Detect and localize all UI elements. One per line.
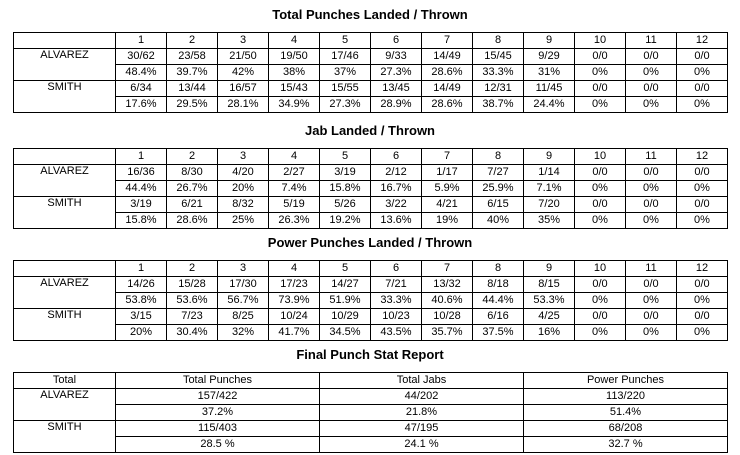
- landed-thrown-cell: 14/49: [422, 81, 473, 97]
- round-header-cell: 2: [167, 149, 218, 165]
- landed-thrown-cell: 0/0: [677, 81, 728, 97]
- percentage-cell: 20%: [218, 181, 269, 197]
- landed-thrown-cell: 1/14: [524, 165, 575, 181]
- percentage-cell: 19%: [422, 213, 473, 229]
- percentage-cell: 31%: [524, 65, 575, 81]
- table-row: [14, 97, 728, 113]
- landed-thrown-cell: 7/21: [371, 277, 422, 293]
- header-row: [14, 149, 728, 165]
- final-header-cell: Power Punches: [524, 373, 728, 389]
- percentage-cell: 0%: [677, 213, 728, 229]
- header-row: [14, 33, 728, 49]
- percentage-cell: 15.8%: [116, 213, 167, 229]
- round-header-cell: 10: [575, 149, 626, 165]
- percentage-cell: 13.6%: [371, 213, 422, 229]
- percentage-cell: 34.9%: [269, 97, 320, 113]
- landed-thrown-cell: 3/19: [116, 197, 167, 213]
- percentage-cell: 38%: [269, 65, 320, 81]
- landed-thrown-cell: 5/19: [269, 197, 320, 213]
- round-table-total-punches: [13, 32, 728, 113]
- round-header-cell: 2: [167, 33, 218, 49]
- round-header-cell: 5: [320, 261, 371, 277]
- corner-cell: [14, 33, 116, 49]
- landed-thrown-cell: 8/15: [524, 277, 575, 293]
- landed-thrown-cell: 115/403: [116, 421, 320, 437]
- landed-thrown-cell: 44/202: [320, 389, 524, 405]
- fighter-name-cell: SMITH: [14, 421, 116, 453]
- percentage-cell: 16.7%: [371, 181, 422, 197]
- round-header-cell: 8: [473, 149, 524, 165]
- percentage-cell: 51.4%: [524, 405, 728, 421]
- landed-thrown-cell: 13/32: [422, 277, 473, 293]
- percentage-cell: 44.4%: [473, 293, 524, 309]
- landed-thrown-cell: 68/208: [524, 421, 728, 437]
- landed-thrown-cell: 0/0: [626, 49, 677, 65]
- corner-cell: [14, 149, 116, 165]
- landed-thrown-cell: 0/0: [626, 81, 677, 97]
- landed-thrown-cell: 9/29: [524, 49, 575, 65]
- percentage-cell: 27.3%: [320, 97, 371, 113]
- percentage-cell: 51.9%: [320, 293, 371, 309]
- table-row: [14, 309, 728, 325]
- percentage-cell: 0%: [626, 213, 677, 229]
- percentage-cell: 34.5%: [320, 325, 371, 341]
- table-row: [14, 197, 728, 213]
- percentage-cell: 0%: [626, 325, 677, 341]
- landed-thrown-cell: 14/26: [116, 277, 167, 293]
- percentage-cell: 0%: [626, 65, 677, 81]
- landed-thrown-cell: 8/18: [473, 277, 524, 293]
- percentage-cell: 0%: [626, 293, 677, 309]
- landed-thrown-cell: 0/0: [677, 277, 728, 293]
- landed-thrown-cell: 15/28: [167, 277, 218, 293]
- landed-thrown-cell: 0/0: [626, 197, 677, 213]
- landed-thrown-cell: 19/50: [269, 49, 320, 65]
- table-row: [14, 421, 728, 437]
- percentage-cell: 0%: [626, 97, 677, 113]
- landed-thrown-cell: 6/21: [167, 197, 218, 213]
- percentage-cell: 56.7%: [218, 293, 269, 309]
- round-header-cell: 12: [677, 33, 728, 49]
- percentage-cell: 35%: [524, 213, 575, 229]
- landed-thrown-cell: 0/0: [626, 165, 677, 181]
- percentage-cell: 28.6%: [422, 65, 473, 81]
- landed-thrown-cell: 2/27: [269, 165, 320, 181]
- percentage-cell: 0%: [677, 293, 728, 309]
- round-table-jabs: [13, 148, 728, 229]
- percentage-cell: 0%: [575, 293, 626, 309]
- landed-thrown-cell: 0/0: [575, 49, 626, 65]
- fighter-name-cell: ALVAREZ: [14, 277, 116, 309]
- table-title-power-punches: Power Punches Landed / Thrown: [267, 235, 473, 250]
- round-header-cell: 3: [218, 33, 269, 49]
- landed-thrown-cell: 4/21: [422, 197, 473, 213]
- landed-thrown-cell: 8/30: [167, 165, 218, 181]
- landed-thrown-cell: 21/50: [218, 49, 269, 65]
- landed-thrown-cell: 15/43: [269, 81, 320, 97]
- percentage-cell: 40.6%: [422, 293, 473, 309]
- round-header-cell: 9: [524, 261, 575, 277]
- percentage-cell: 0%: [626, 181, 677, 197]
- percentage-cell: 7.1%: [524, 181, 575, 197]
- percentage-cell: 53.6%: [167, 293, 218, 309]
- final-header-cell: Total Jabs: [320, 373, 524, 389]
- percentage-cell: 28.6%: [422, 97, 473, 113]
- percentage-cell: 26.3%: [269, 213, 320, 229]
- landed-thrown-cell: 11/45: [524, 81, 575, 97]
- percentage-cell: 26.7%: [167, 181, 218, 197]
- landed-thrown-cell: 12/31: [473, 81, 524, 97]
- table-title-final-report: Final Punch Stat Report: [296, 347, 444, 362]
- percentage-cell: 20%: [116, 325, 167, 341]
- percentage-cell: 41.7%: [269, 325, 320, 341]
- landed-thrown-cell: 2/12: [371, 165, 422, 181]
- percentage-cell: 42%: [218, 65, 269, 81]
- landed-thrown-cell: 3/15: [116, 309, 167, 325]
- landed-thrown-cell: 0/0: [575, 277, 626, 293]
- fighter-name-cell: ALVAREZ: [14, 165, 116, 197]
- landed-thrown-cell: 6/34: [116, 81, 167, 97]
- percentage-cell: 35.7%: [422, 325, 473, 341]
- round-header-cell: 4: [269, 261, 320, 277]
- round-header-cell: 7: [422, 149, 473, 165]
- fighter-name-cell: SMITH: [14, 81, 116, 113]
- round-header-cell: 3: [218, 149, 269, 165]
- final-header-cell: Total Punches: [116, 373, 320, 389]
- landed-thrown-cell: 7/20: [524, 197, 575, 213]
- percentage-cell: 33.3%: [473, 65, 524, 81]
- percentage-cell: 37.2%: [116, 405, 320, 421]
- round-header-cell: 3: [218, 261, 269, 277]
- percentage-cell: 15.8%: [320, 181, 371, 197]
- table-title-total-punches: Total Punches Landed / Thrown: [272, 7, 468, 22]
- table-row: [14, 49, 728, 65]
- landed-thrown-cell: 1/17: [422, 165, 473, 181]
- round-header-cell: 11: [626, 149, 677, 165]
- table-row: [14, 277, 728, 293]
- header-row: [14, 261, 728, 277]
- percentage-cell: 7.4%: [269, 181, 320, 197]
- landed-thrown-cell: 4/25: [524, 309, 575, 325]
- percentage-cell: 33.3%: [371, 293, 422, 309]
- percentage-cell: 24.1 %: [320, 437, 524, 453]
- percentage-cell: 37.5%: [473, 325, 524, 341]
- landed-thrown-cell: 17/46: [320, 49, 371, 65]
- round-header-cell: 2: [167, 261, 218, 277]
- fighter-name-cell: SMITH: [14, 197, 116, 229]
- percentage-cell: 25%: [218, 213, 269, 229]
- final-header-cell: Total: [14, 373, 116, 389]
- percentage-cell: 24.4%: [524, 97, 575, 113]
- landed-thrown-cell: 13/44: [167, 81, 218, 97]
- percentage-cell: 0%: [575, 181, 626, 197]
- landed-thrown-cell: 7/27: [473, 165, 524, 181]
- percentage-cell: 37%: [320, 65, 371, 81]
- round-header-cell: 9: [524, 33, 575, 49]
- landed-thrown-cell: 0/0: [575, 197, 626, 213]
- landed-thrown-cell: 10/29: [320, 309, 371, 325]
- percentage-cell: 32%: [218, 325, 269, 341]
- landed-thrown-cell: 10/28: [422, 309, 473, 325]
- percentage-cell: 0%: [575, 213, 626, 229]
- round-header-cell: 9: [524, 149, 575, 165]
- percentage-cell: 21.8%: [320, 405, 524, 421]
- landed-thrown-cell: 0/0: [626, 309, 677, 325]
- landed-thrown-cell: 14/49: [422, 49, 473, 65]
- percentage-cell: 43.5%: [371, 325, 422, 341]
- landed-thrown-cell: 3/19: [320, 165, 371, 181]
- percentage-cell: 0%: [575, 97, 626, 113]
- table-row: [14, 65, 728, 81]
- round-header-cell: 10: [575, 261, 626, 277]
- table-row: [14, 389, 728, 405]
- round-header-cell: 8: [473, 33, 524, 49]
- round-header-cell: 6: [371, 33, 422, 49]
- round-table-power-punches: [13, 260, 728, 341]
- landed-thrown-cell: 16/36: [116, 165, 167, 181]
- round-header-cell: 1: [116, 33, 167, 49]
- table-row: [14, 165, 728, 181]
- landed-thrown-cell: 0/0: [575, 81, 626, 97]
- landed-thrown-cell: 47/195: [320, 421, 524, 437]
- table-title-jabs: Jab Landed / Thrown: [304, 123, 435, 138]
- round-header-cell: 5: [320, 149, 371, 165]
- landed-thrown-cell: 13/45: [371, 81, 422, 97]
- table-row: [14, 325, 728, 341]
- percentage-cell: 0%: [677, 65, 728, 81]
- landed-thrown-cell: 6/15: [473, 197, 524, 213]
- percentage-cell: 30.4%: [167, 325, 218, 341]
- landed-thrown-cell: 113/220: [524, 389, 728, 405]
- round-header-cell: 12: [677, 149, 728, 165]
- percentage-cell: 40%: [473, 213, 524, 229]
- landed-thrown-cell: 0/0: [575, 309, 626, 325]
- landed-thrown-cell: 0/0: [677, 49, 728, 65]
- percentage-cell: 48.4%: [116, 65, 167, 81]
- percentage-cell: 32.7 %: [524, 437, 728, 453]
- round-header-cell: 8: [473, 261, 524, 277]
- corner-cell: [14, 261, 116, 277]
- landed-thrown-cell: 10/23: [371, 309, 422, 325]
- round-header-cell: 11: [626, 261, 677, 277]
- landed-thrown-cell: 30/62: [116, 49, 167, 65]
- round-header-cell: 6: [371, 149, 422, 165]
- landed-thrown-cell: 10/24: [269, 309, 320, 325]
- landed-thrown-cell: 8/32: [218, 197, 269, 213]
- round-header-cell: 12: [677, 261, 728, 277]
- percentage-cell: 0%: [677, 325, 728, 341]
- landed-thrown-cell: 16/57: [218, 81, 269, 97]
- percentage-cell: 0%: [677, 97, 728, 113]
- percentage-cell: 28.9%: [371, 97, 422, 113]
- percentage-cell: 28.6%: [167, 213, 218, 229]
- table-row: [14, 213, 728, 229]
- fighter-name-cell: SMITH: [14, 309, 116, 341]
- table-row: [14, 181, 728, 197]
- landed-thrown-cell: 0/0: [677, 197, 728, 213]
- landed-thrown-cell: 157/422: [116, 389, 320, 405]
- percentage-cell: 25.9%: [473, 181, 524, 197]
- percentage-cell: 28.5 %: [116, 437, 320, 453]
- percentage-cell: 39.7%: [167, 65, 218, 81]
- percentage-cell: 44.4%: [116, 181, 167, 197]
- round-header-cell: 1: [116, 261, 167, 277]
- percentage-cell: 38.7%: [473, 97, 524, 113]
- table-row: [14, 405, 728, 421]
- round-header-cell: 4: [269, 33, 320, 49]
- percentage-cell: 28.1%: [218, 97, 269, 113]
- table-row: [14, 293, 728, 309]
- round-header-cell: 4: [269, 149, 320, 165]
- landed-thrown-cell: 9/33: [371, 49, 422, 65]
- percentage-cell: 27.3%: [371, 65, 422, 81]
- percentage-cell: 29.5%: [167, 97, 218, 113]
- percentage-cell: 53.3%: [524, 293, 575, 309]
- final-stat-table: [13, 372, 728, 453]
- fighter-name-cell: ALVAREZ: [14, 389, 116, 421]
- landed-thrown-cell: 0/0: [575, 165, 626, 181]
- percentage-cell: 53.8%: [116, 293, 167, 309]
- round-header-cell: 5: [320, 33, 371, 49]
- round-header-cell: 10: [575, 33, 626, 49]
- percentage-cell: 0%: [575, 325, 626, 341]
- landed-thrown-cell: 0/0: [677, 309, 728, 325]
- percentage-cell: 0%: [677, 181, 728, 197]
- landed-thrown-cell: 17/23: [269, 277, 320, 293]
- landed-thrown-cell: 3/22: [371, 197, 422, 213]
- landed-thrown-cell: 7/23: [167, 309, 218, 325]
- round-header-cell: 1: [116, 149, 167, 165]
- round-header-cell: 7: [422, 33, 473, 49]
- round-header-cell: 6: [371, 261, 422, 277]
- header-row: [14, 373, 728, 389]
- percentage-cell: 73.9%: [269, 293, 320, 309]
- landed-thrown-cell: 17/30: [218, 277, 269, 293]
- table-row: [14, 81, 728, 97]
- round-header-cell: 11: [626, 33, 677, 49]
- landed-thrown-cell: 15/45: [473, 49, 524, 65]
- percentage-cell: 5.9%: [422, 181, 473, 197]
- percentage-cell: 0%: [575, 65, 626, 81]
- landed-thrown-cell: 15/55: [320, 81, 371, 97]
- landed-thrown-cell: 8/25: [218, 309, 269, 325]
- percentage-cell: 16%: [524, 325, 575, 341]
- landed-thrown-cell: 4/20: [218, 165, 269, 181]
- fighter-name-cell: ALVAREZ: [14, 49, 116, 81]
- landed-thrown-cell: 6/16: [473, 309, 524, 325]
- landed-thrown-cell: 0/0: [677, 165, 728, 181]
- percentage-cell: 19.2%: [320, 213, 371, 229]
- landed-thrown-cell: 14/27: [320, 277, 371, 293]
- landed-thrown-cell: 23/58: [167, 49, 218, 65]
- table-row: [14, 437, 728, 453]
- landed-thrown-cell: 0/0: [626, 277, 677, 293]
- landed-thrown-cell: 5/26: [320, 197, 371, 213]
- percentage-cell: 17.6%: [116, 97, 167, 113]
- round-header-cell: 7: [422, 261, 473, 277]
